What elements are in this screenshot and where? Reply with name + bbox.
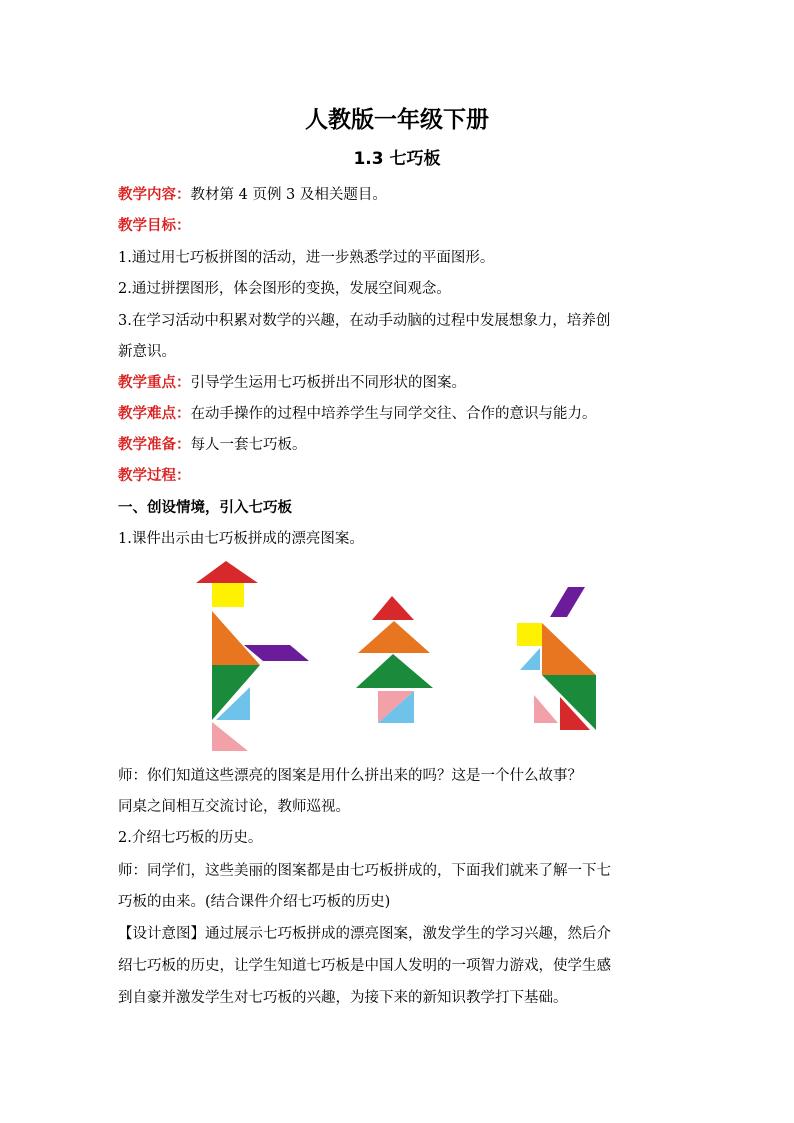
key-point-text: 引导学生运用七巧板拼出不同形状的图案。	[190, 375, 466, 391]
tangram-orange-triangle	[358, 621, 430, 653]
preparation-text: 每人一套七巧板。	[190, 437, 307, 453]
tangram-figure-person	[196, 561, 309, 751]
tangram-yellow-square	[212, 583, 244, 607]
key-point	[118, 372, 678, 394]
design-intent: 【设计意图】通过展示七巧板拼成的漂亮图案，激发学生的学习兴趣，然后介	[118, 926, 611, 942]
teaching-content-text: 教材第 4 页例 3 及相关题目。	[190, 187, 387, 203]
teaching-goals-heading	[118, 215, 678, 237]
key-point-label: 教学重点：	[118, 375, 191, 391]
tangram-figure-tree	[356, 596, 433, 723]
difficulty-label: 教学难点：	[118, 406, 191, 422]
process-label: 教学过程：	[118, 468, 191, 484]
discussion-text: 同桌之间相互交流讨论，教师巡视。	[118, 799, 350, 815]
tangram-pink-triangle	[534, 695, 558, 723]
teacher-intro: 师：同学们，这些美丽的图案都是由七巧板拼成的，下面我们就来了解一下七	[118, 863, 611, 879]
tangram-purple-parallelogram	[550, 587, 585, 617]
preparation	[118, 434, 678, 456]
tangram-figure-rabbit	[517, 587, 596, 730]
tangram-figures	[180, 555, 620, 760]
step-text: 1.课件出示由七巧板拼成的漂亮图案。	[118, 531, 364, 547]
tangram-red-triangle	[372, 596, 414, 620]
goal-item: 1.通过用七巧板拼图的活动，进一步熟悉学过的平面图形。	[118, 250, 495, 266]
teaching-content	[118, 184, 678, 206]
goal-item: 3.在学习活动中积累对数学的兴趣，在动手动脑的过程中发展想象力，培养创	[118, 313, 611, 329]
teaching-goals-label: 教学目标：	[118, 218, 191, 234]
step-text: 2.介绍七巧板的历史。	[118, 830, 263, 846]
tangram-orange-triangle	[212, 611, 260, 665]
tangram-green-triangle	[356, 654, 433, 688]
tangram-blue-triangle	[520, 648, 540, 670]
teaching-content-label: 教学内容：	[118, 187, 191, 203]
difficulty-text: 在动手操作的过程中培养学生与同学交往、合作的意识与能力。	[190, 406, 597, 422]
goal-item: 2.通过拼摆图形，体会图形的变换，发展空间观念。	[118, 281, 451, 297]
section-heading: 一、创设情境，引入七巧板	[118, 500, 292, 516]
tangram-yellow-square	[517, 623, 542, 646]
design-intent: 到自豪并激发学生对七巧板的兴趣，为接下来的新知识教学打下基础。	[118, 990, 568, 1006]
preparation-label: 教学准备：	[118, 437, 191, 453]
difficulty	[118, 403, 678, 425]
tangram-red-triangle	[196, 561, 258, 583]
goal-item: 新意识。	[118, 344, 176, 360]
page-title: 人教版一年级下册	[305, 107, 489, 133]
tangram-orange-triangle	[542, 623, 596, 675]
teacher-question: 师：你们知道这些漂亮的图案是用什么拼出来的吗？这是一个什么故事？	[118, 768, 582, 784]
process-heading	[118, 465, 678, 487]
tangram-pink-triangle	[212, 722, 248, 751]
design-intent: 绍七巧板的历史，让学生知道七巧板是中国人发明的一项智力游戏，使学生感	[118, 958, 611, 974]
teacher-intro: 巧板的由来。(结合课件介绍七巧板的历史)	[118, 894, 391, 910]
lesson-title: 1.3 七巧板	[353, 149, 441, 169]
